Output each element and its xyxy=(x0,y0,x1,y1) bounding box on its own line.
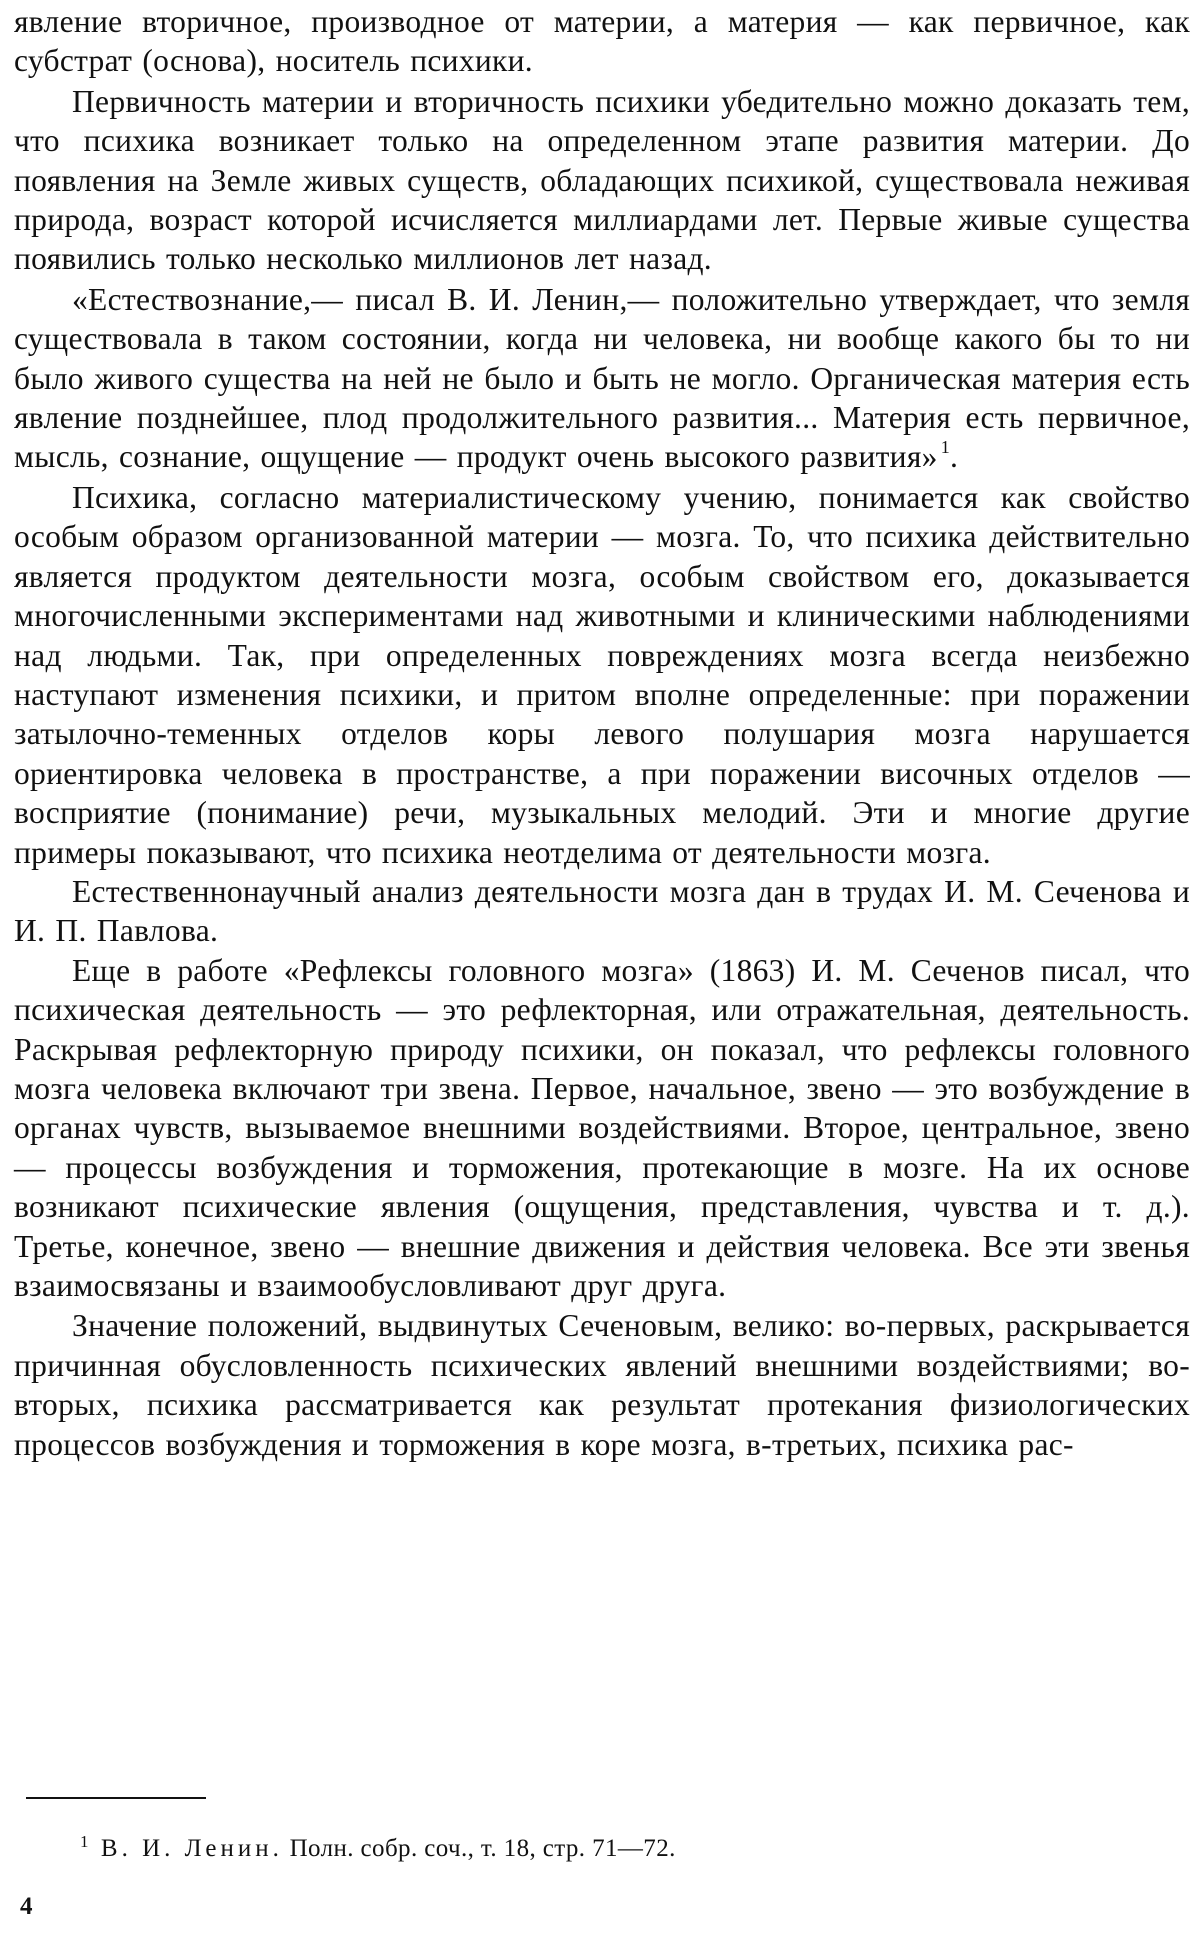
footnote-number: 1 xyxy=(80,1832,89,1851)
paragraph: Естественнонаучный анализ деятельности мозга дан в трудах И. М. Сеченова и И. П. Павлова. xyxy=(14,873,1190,949)
quote-text: «Естествознание,— писал В. И. Ленин,— положительно утверждает, что земля существовала в таком состоянии, когда ни человека, ни вообще какого бы то ни было живого существа на ней не было и быть не могло. Органическая материя есть явление позднейшее, плод продолжительного развития... Материя есть первичное, мысль, сознание, ощущение — продукт очень высокого развития» xyxy=(14,281,1190,475)
body-text xyxy=(14,2,1190,1464)
page-number: 4 xyxy=(20,1893,33,1920)
footnote-author: В. И. Ленин. xyxy=(100,1835,283,1862)
paragraph: явление вторичное, производное от материи, а материя — как первичное, как субстрат (основа), носитель психики. xyxy=(14,4,1190,79)
footnote xyxy=(80,1827,676,1864)
paragraph-quote: «Естествознание,— писал В. И. Ленин,— положительно утверждает, что земля существовала в таком состоянии, когда ни человека, ни вообще какого бы то ни было живого существа на ней не было и быть не могло. Органическая материя есть явление позднейшее, плод продолжительного развития... Материя есть первичное, мысль, сознание, ощущение — продукт очень высокого развития» $^1$. xyxy=(14,281,1190,475)
footnote-marker[interactable]: 1 xyxy=(940,437,950,458)
footnote-text: Полн. собр. соч., т. 18, стр. 71—72. xyxy=(289,1835,676,1862)
paragraph: Еще в работе «Рефлексы головного мозга» (1863) И. М. Сеченов писал, что психическая деятельность — это рефлекторная, или отражательная, деятельность. Раскрывая рефлекторную природу психики, он показал, что рефлексы головного мозга человека включают три звена. Первое, начальное, звено — это возбуждение в органах чувств, вызываемое внешними воздействиями. Второе, центральное, звено — процессы возбуждения и торможения, протекающие в мозге. На их основе возникают психические явления (ощущения, представления, чувства и т. д.). Третье, конечное, звено — внешние движения и действия человека. Все эти звенья взаимосвязаны и взаимообусловливают друг друга. xyxy=(14,952,1190,1303)
footnote-divider xyxy=(26,1797,206,1799)
paragraph: Первичность материи и вторичность психики убедительно можно доказать тем, что психика возникает только на определенном этапе развития материи. До появления на Земле живых существ, обладающих психикой, существовала неживая природа, возраст которой исчисляется миллиардами лет. Первые живые существа появились только несколько миллионов лет назад. xyxy=(14,83,1190,277)
paragraph: Психика, согласно материалистическому учению, понимается как свойство особым образом организованной материи — мозга. То, что психика действительно является продуктом деятельности мозга, особым свойством его, доказывается многочисленными экспериментами над животными и клиническими наблюдениями над людьми. Так, при определенных повреждениях мозга всегда неизбежно наступают изменения психики, и притом вполне определенные: при поражении затылочно-теменных отделов коры левого полушария мозга нарушается ориентировка человека в пространстве, а при поражении височных отделов — восприятие (понимание) речи, музыкальных мелодий. Эти и многие другие примеры показывают, что психика неотделима от деятельности мозга. xyxy=(14,479,1190,870)
paragraph: Значение положений, выдвинутых Сеченовым, велико: во-первых, раскрывается причинная обусловленность психических явлений внешними воздействиями; во-вторых, психика рассматривается как результат протекания физиологических процессов возбуждения и торможения в коре мозга, в-третьих, психика рас- xyxy=(14,1308,1190,1462)
